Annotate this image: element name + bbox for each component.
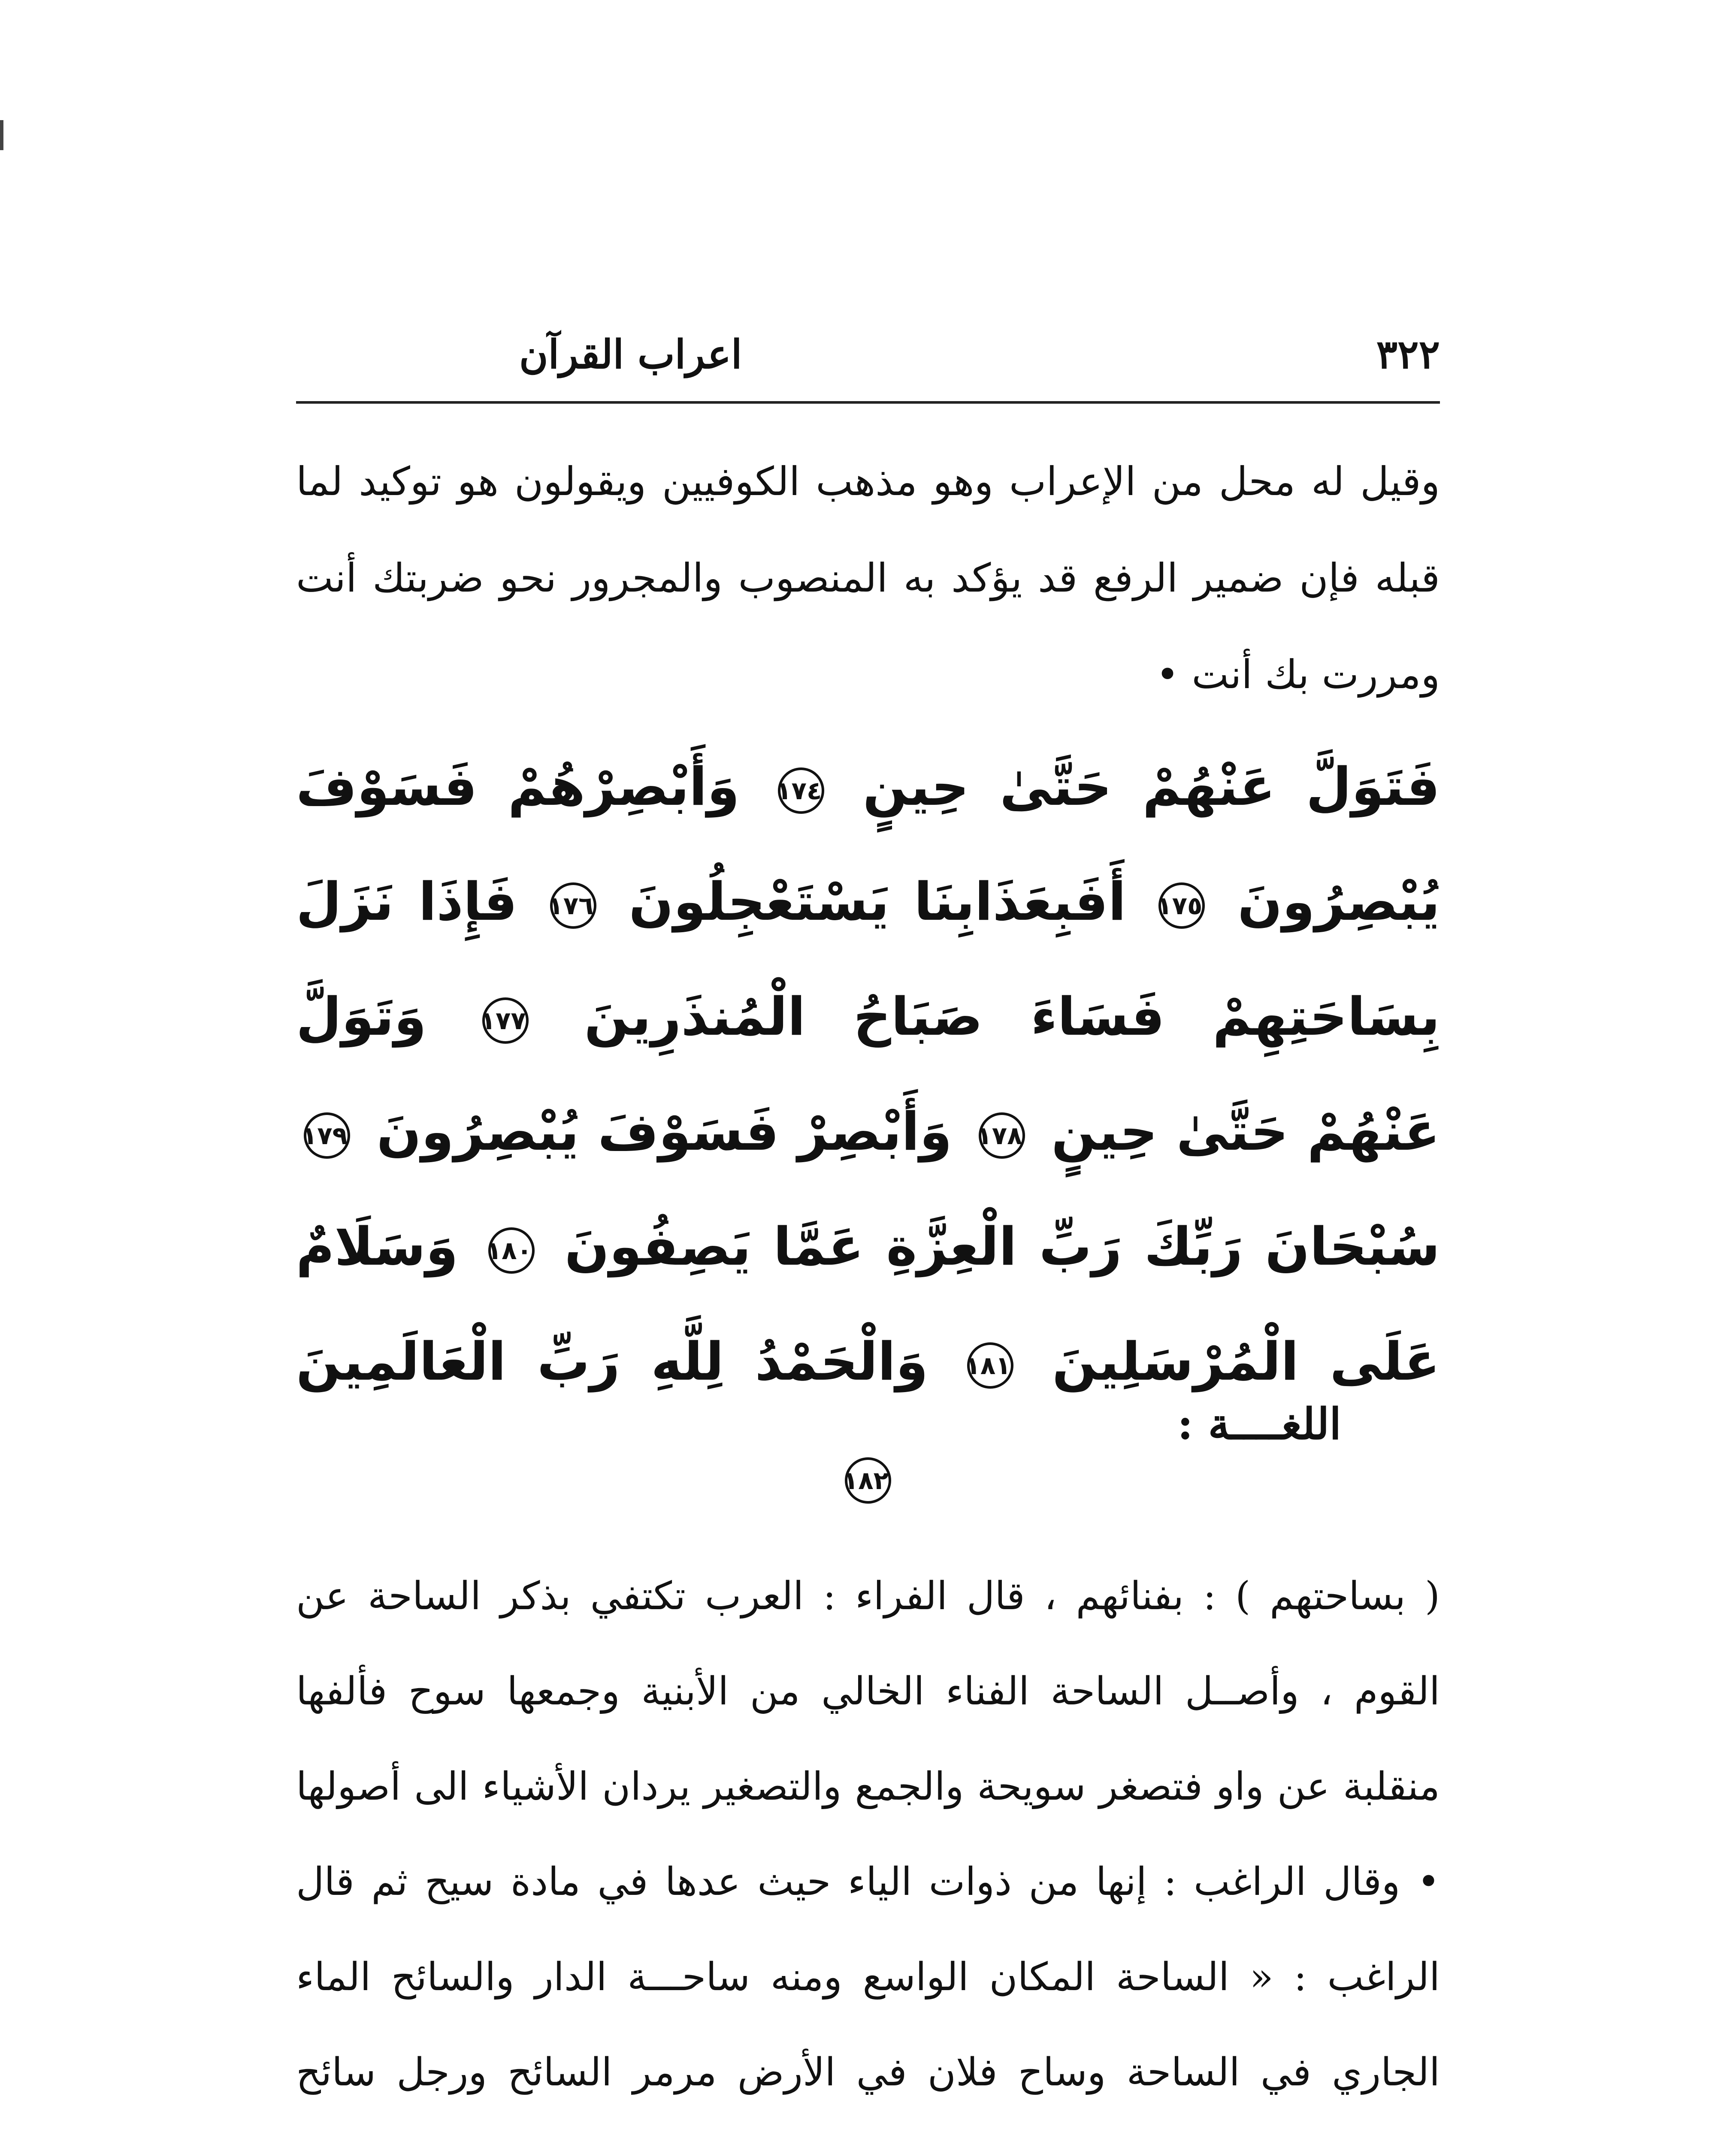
verse-text: فَتَوَلَّ عَنْهُمْ حَتَّىٰ حِينٍ xyxy=(862,756,1440,817)
running-title: اعراب القرآن xyxy=(519,331,742,378)
verse-number-marker: ١٨١ xyxy=(967,1342,1013,1389)
header-rule xyxy=(296,401,1440,404)
verse-text: وَأَبْصِرْهُمْ فَسَوْفَ يُبْصِرُونَ xyxy=(296,756,1440,932)
verse-number-marker: ١٧٨ xyxy=(979,1112,1025,1159)
verse-text: وَتَوَلَّ عَنْهُمْ حَتَّىٰ حِينٍ xyxy=(296,986,1440,1162)
verse-number-marker: ١٧٥ xyxy=(1158,882,1205,929)
page-number: ٣٢٢ xyxy=(1376,331,1440,378)
verse-number-marker: ١٧٩ xyxy=(304,1112,350,1159)
intro-paragraph: وقيل له محل من الإعراب وهو مذهب الكوفيين ويقولون هو توكيد لما قبله فإن ضمير الرفع قد يؤكد به المنصوب والمجرور نحو ضربتك أنت ومررت بك أنت • xyxy=(296,459,1440,698)
verse-text: سُبْحَانَ رَبِّكَ رَبِّ الْعِزَّةِ عَمَّا يَصِفُونَ xyxy=(564,1216,1440,1277)
verse-number-marker: ١٨٠ xyxy=(488,1227,535,1274)
verse-text: وَالْحَمْدُ لِلَّهِ رَبِّ الْعَالَمِينَ xyxy=(296,1331,928,1392)
section-heading-lugha: اللغــــة : xyxy=(1177,1399,1341,1449)
page-header xyxy=(296,300,1440,378)
verse-text: وَأَبْصِرْ فَسَوْفَ يُبْصِرُونَ xyxy=(376,1101,952,1162)
scan-edge-mark xyxy=(0,120,3,150)
verse-text: أَفَبِعَذَابِنَا يَسْتَعْجِلُونَ xyxy=(629,871,1126,932)
verse-number-marker: ١٧٤ xyxy=(778,767,824,814)
verse-text: فَإِذَا نَزَلَ بِسَاحَتِهِمْ فَسَاءَ صَبَاحُ الْمُنذَرِينَ xyxy=(296,871,1440,1047)
verse-number-marker: ١٧٧ xyxy=(482,997,529,1044)
verse-number-marker: ١٨٢ xyxy=(845,1457,891,1504)
verse-number-marker: ١٧٦ xyxy=(550,882,596,929)
verse-text: وَسَلَامٌ عَلَى الْمُرْسَلِينَ xyxy=(296,1216,1440,1392)
lugha-paragraph: ( بساحتهم ) : بفنائهم ، قال الفراء : العرب تكتفي بذكر الساحة عن القوم ، وأصــل الساحة الفناء الخالي من الأبنية وجمعها سوح فألفها منقلبة عن واو فتصغر سويحة والجمع والتصغير يردان الأشياء الى أصولها • وقال الراغب : إنها من ذوات الياء حيث عدها في مادة سيح ثم قال الراغب : « الساحة المكان الواسع ومنه ساحـــة الدار والسائح الماء الجاري في الساحة وساح فلان في الأرض مرمر السائح ورجل سائح xyxy=(296,1574,1440,2095)
